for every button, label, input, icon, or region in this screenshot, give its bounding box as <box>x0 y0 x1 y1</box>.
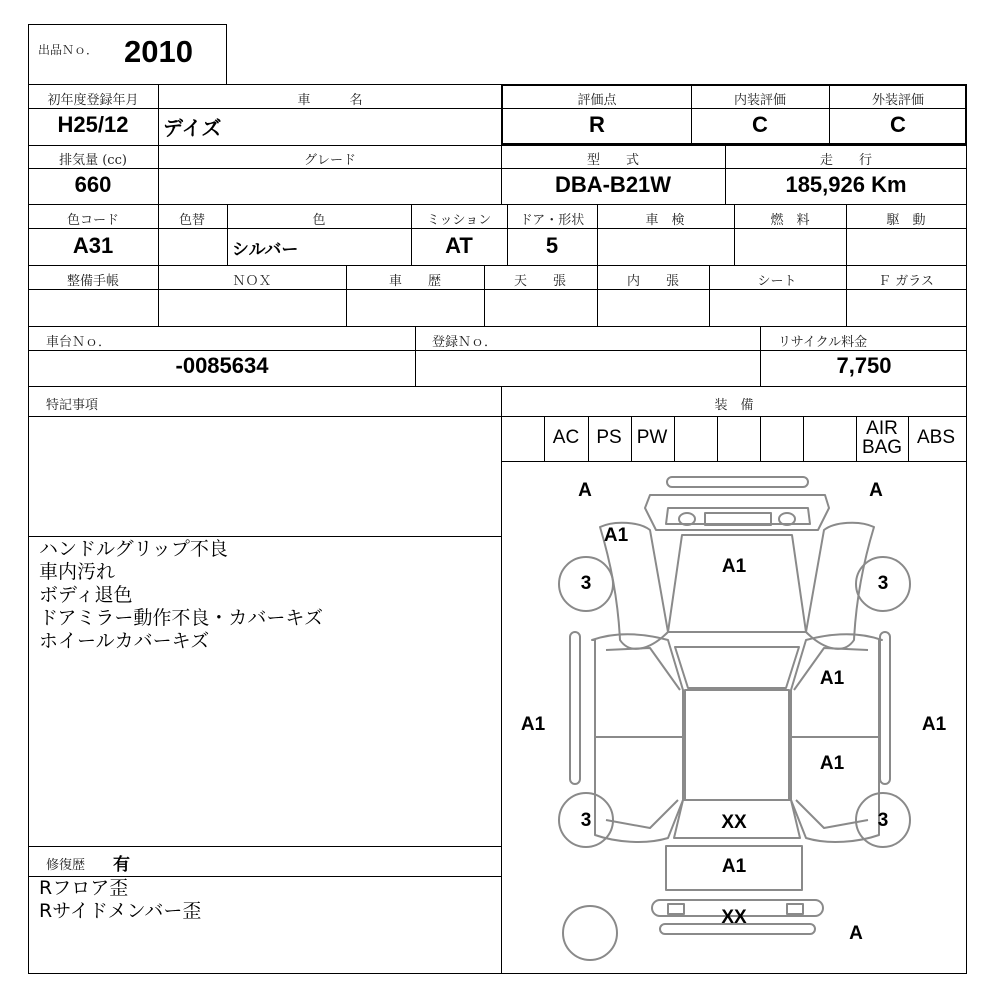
score-value: R <box>589 112 605 137</box>
damage-mark: 3 <box>877 573 889 594</box>
interior-label: 内装評価 <box>733 93 787 108</box>
registration-label: 登録Ｎｏ． <box>432 335 498 350</box>
repair-line: Rサイドメンバー歪 <box>39 900 202 922</box>
car-outline <box>559 477 910 960</box>
equipment-item: PS <box>596 427 622 448</box>
remark-line: ボディ退色 <box>39 584 133 606</box>
maintenance-label: 整備手帳 <box>66 274 120 289</box>
equipment-label: 装 備 <box>714 398 754 413</box>
interior-lining-label: 内 張 <box>626 274 680 289</box>
lot-label: 出品Ｎｏ． <box>38 43 99 57</box>
damage-mark: A1 <box>721 556 747 577</box>
damage-mark: A <box>849 923 863 944</box>
chassis-label: 車台Ｎｏ． <box>46 335 112 350</box>
mission-label: ミッション <box>426 213 492 228</box>
remark-line: ハンドルグリップ不良 <box>39 538 228 560</box>
damage-mark: A1 <box>721 856 747 877</box>
recycle-value: 7,750 <box>836 353 892 378</box>
remark-line: ドアミラー動作不良・カバーキズ <box>39 607 324 629</box>
color-value: シルバー <box>232 240 299 260</box>
color-code-value: A31 <box>72 233 114 258</box>
fuel-label: 燃 料 <box>770 213 810 228</box>
mileage-value: 185,926 Km <box>785 172 907 197</box>
damage-mark: A1 <box>603 525 629 546</box>
damage-mark: A <box>578 480 592 501</box>
chassis-value: -0085634 <box>175 353 269 378</box>
equipment-item: AC <box>552 427 580 448</box>
equipment-item: AIR BAG <box>861 418 903 458</box>
color-label: 色 <box>312 213 326 228</box>
exterior-value: C <box>890 112 906 137</box>
repair-value: 有 <box>113 855 130 875</box>
car-name-label: 車 名 <box>297 93 363 108</box>
damage-mark: XX <box>721 907 747 928</box>
remark-line: ホイールカバーキズ <box>39 630 210 652</box>
mileage-label: 走 行 <box>819 153 873 168</box>
interior-value: C <box>752 112 768 137</box>
equipment-item: PW <box>636 427 668 448</box>
f-glass-label: Ｆ ガラス <box>878 274 934 289</box>
door-value: 5 <box>545 233 559 258</box>
damage-mark: XX <box>721 812 747 833</box>
lot-number: 2010 <box>124 34 193 69</box>
damage-mark: A1 <box>819 668 845 689</box>
damage-mark: A1 <box>520 714 546 735</box>
repair-line: Rフロア歪 <box>39 877 129 899</box>
damage-mark: 3 <box>877 810 889 831</box>
damage-mark: 3 <box>580 810 592 831</box>
grade-label: グレード <box>303 153 357 168</box>
seat-label: シート <box>757 274 797 289</box>
displacement-label: 排気量 (cc) <box>59 153 127 168</box>
remarks-label: 特記事項 <box>46 398 99 413</box>
color-code-label: 色コード <box>66 213 120 228</box>
damage-mark: A <box>869 480 883 501</box>
first-reg-value: H25/12 <box>57 112 129 137</box>
model-label: 型 式 <box>586 153 640 168</box>
recycle-label: リサイクル料金 <box>778 335 868 350</box>
nox-label: ＮＯＸ <box>232 274 272 289</box>
equipment-item: ABS <box>916 427 956 448</box>
damage-mark: 3 <box>580 573 592 594</box>
exterior-label: 外装評価 <box>871 93 925 108</box>
inspection-label: 車 検 <box>645 213 685 228</box>
first-reg-label: 初年度登録年月 <box>47 93 139 108</box>
displacement-value: 660 <box>74 172 112 197</box>
repair-label: 修復歴 <box>46 858 86 873</box>
door-label: ドア・形状 <box>519 213 585 228</box>
remark-line: 車内汚れ <box>39 561 116 583</box>
damage-mark: A1 <box>921 714 947 735</box>
score-label: 評価点 <box>577 93 617 108</box>
damage-mark: A1 <box>819 753 845 774</box>
car-name-value: デイズ <box>163 116 222 140</box>
roof-label: 天 張 <box>513 274 567 289</box>
mission-value: AT <box>445 233 473 258</box>
history-label: 車 歴 <box>388 274 442 289</box>
model-value: DBA-B21W <box>554 172 672 197</box>
drive-label: 駆 動 <box>886 213 926 228</box>
color-change-label: 色替 <box>178 213 206 228</box>
